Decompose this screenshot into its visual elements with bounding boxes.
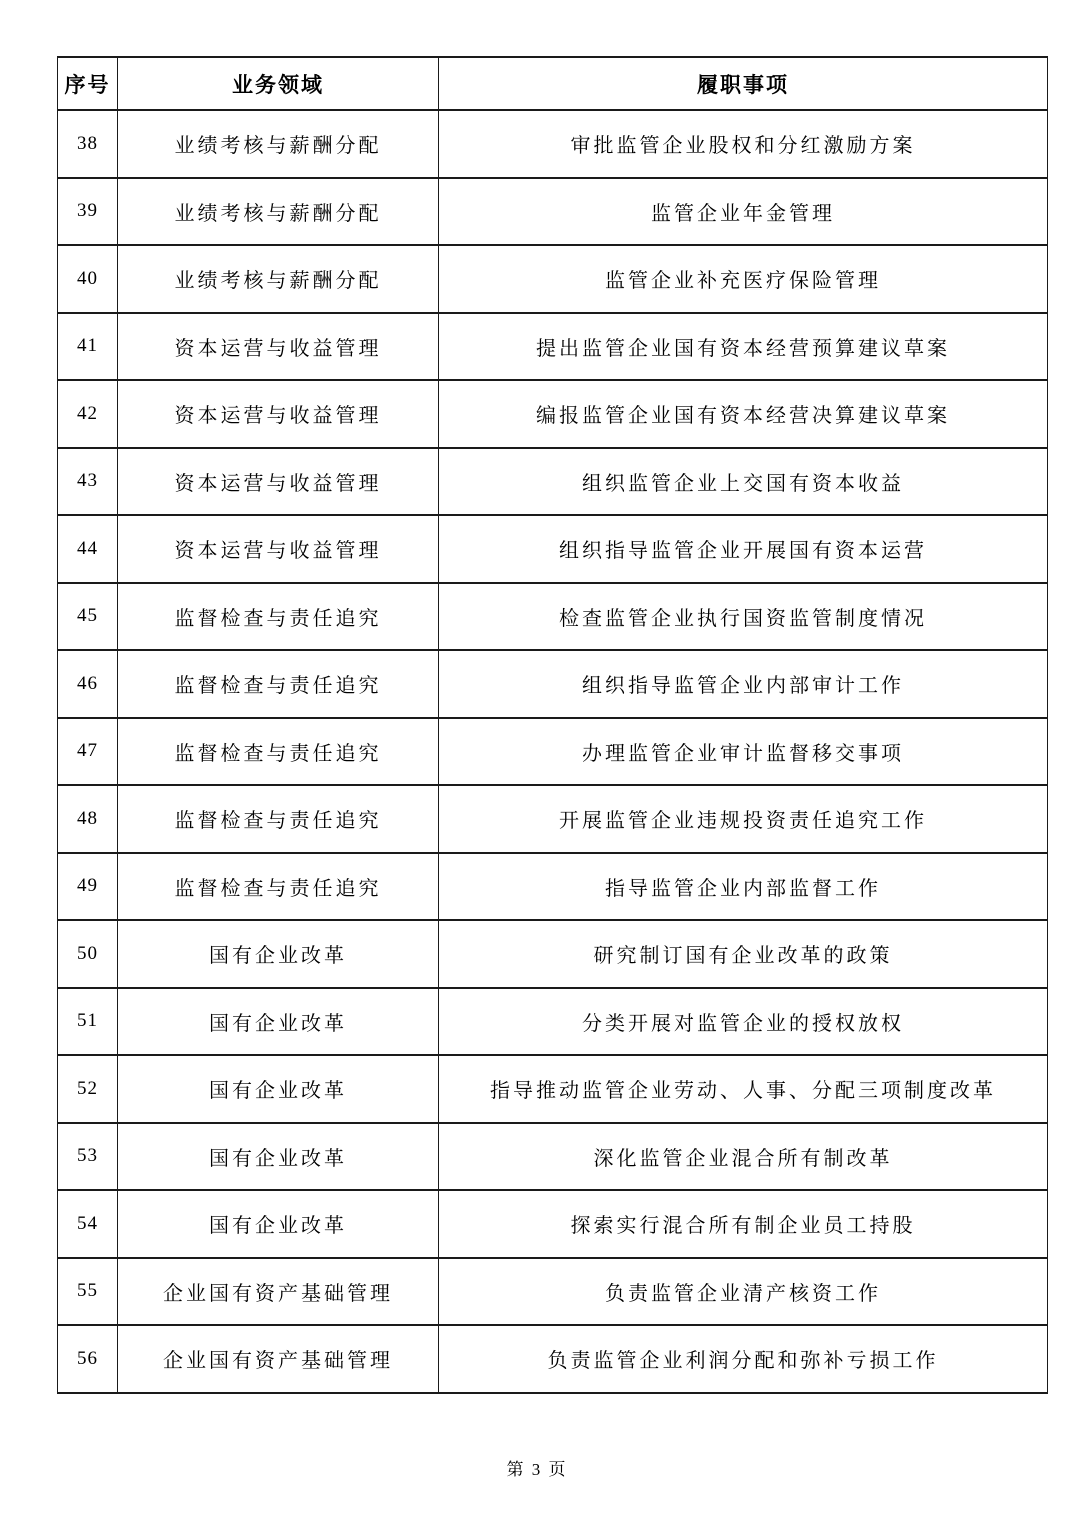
row-area-cell: 资本运营与收益管理 — [118, 313, 439, 381]
row-duty-cell: 指导推动监管企业劳动、人事、分配三项制度改革 — [439, 1055, 1048, 1123]
table-row — [58, 785, 1048, 853]
row-area-cell: 国有企业改革 — [118, 1123, 439, 1191]
row-duty-cell: 指导监管企业内部监督工作 — [439, 853, 1048, 921]
row-area-cell: 国有企业改革 — [118, 1055, 439, 1123]
row-area-cell: 资本运营与收益管理 — [118, 380, 439, 448]
table-row — [58, 988, 1048, 1056]
row-area-cell: 国有企业改革 — [118, 988, 439, 1056]
table-row — [58, 920, 1048, 988]
table-row — [58, 853, 1048, 921]
row-duty-cell: 监管企业补充医疗保险管理 — [439, 245, 1048, 313]
row-area-cell: 资本运营与收益管理 — [118, 515, 439, 583]
row-index-cell: 40 — [58, 245, 118, 313]
col-header-area: 业务领域 — [118, 57, 439, 110]
row-index-cell: 55 — [58, 1258, 118, 1326]
row-area-cell: 资本运营与收益管理 — [118, 448, 439, 516]
row-index-cell: 54 — [58, 1190, 118, 1258]
row-duty-cell: 组织指导监管企业内部审计工作 — [439, 650, 1048, 718]
row-area-cell: 监督检查与责任追究 — [118, 650, 439, 718]
row-duty-cell: 负责监管企业清产核资工作 — [439, 1258, 1048, 1326]
row-index-cell: 56 — [58, 1325, 118, 1393]
row-index-cell: 41 — [58, 313, 118, 381]
table-row — [58, 583, 1048, 651]
col-header-index: 序号 — [58, 57, 118, 110]
row-duty-cell: 组织指导监管企业开展国有资本运营 — [439, 515, 1048, 583]
row-duty-cell: 编报监管企业国有资本经营决算建议草案 — [439, 380, 1048, 448]
row-index-cell: 52 — [58, 1055, 118, 1123]
row-duty-cell: 探索实行混合所有制企业员工持股 — [439, 1190, 1048, 1258]
row-duty-cell: 提出监管企业国有资本经营预算建议草案 — [439, 313, 1048, 381]
page-number: 第 3 页 — [506, 1460, 568, 1479]
row-index-cell: 45 — [58, 583, 118, 651]
row-area-cell: 监督检查与责任追究 — [118, 718, 439, 786]
table-row — [58, 178, 1048, 246]
table-row — [58, 110, 1048, 178]
row-duty-cell: 审批监管企业股权和分红激励方案 — [439, 110, 1048, 178]
row-duty-cell: 分类开展对监管企业的授权放权 — [439, 988, 1048, 1056]
row-area-cell: 监督检查与责任追究 — [118, 583, 439, 651]
row-area-cell: 国有企业改革 — [118, 920, 439, 988]
row-duty-cell: 组织监管企业上交国有资本收益 — [439, 448, 1048, 516]
row-area-cell: 企业国有资产基础管理 — [118, 1325, 439, 1393]
row-index-cell: 47 — [58, 718, 118, 786]
row-duty-cell: 办理监管企业审计监督移交事项 — [439, 718, 1048, 786]
table-row — [58, 1325, 1048, 1393]
row-index-cell: 53 — [58, 1123, 118, 1191]
table-row — [58, 1258, 1048, 1326]
row-index-cell: 38 — [58, 110, 118, 178]
row-index-cell: 44 — [58, 515, 118, 583]
table-row — [58, 650, 1048, 718]
col-header-duty: 履职事项 — [439, 57, 1048, 110]
row-duty-cell: 研究制订国有企业改革的政策 — [439, 920, 1048, 988]
row-area-cell: 业绩考核与薪酬分配 — [118, 178, 439, 246]
row-duty-cell: 开展监管企业违规投资责任追究工作 — [439, 785, 1048, 853]
table-row — [58, 380, 1048, 448]
row-duty-cell: 负责监管企业利润分配和弥补亏损工作 — [439, 1325, 1048, 1393]
row-index-cell: 51 — [58, 988, 118, 1056]
table-row — [58, 245, 1048, 313]
row-area-cell: 监督检查与责任追究 — [118, 853, 439, 921]
table-row — [58, 313, 1048, 381]
row-area-cell: 企业国有资产基础管理 — [118, 1258, 439, 1326]
row-index-cell: 39 — [58, 178, 118, 246]
table-row — [58, 1190, 1048, 1258]
row-duty-cell: 监管企业年金管理 — [439, 178, 1048, 246]
row-duty-cell: 深化监管企业混合所有制改革 — [439, 1123, 1048, 1191]
row-area-cell: 业绩考核与薪酬分配 — [118, 110, 439, 178]
row-index-cell: 48 — [58, 785, 118, 853]
row-area-cell: 监督检查与责任追究 — [118, 785, 439, 853]
row-index-cell: 50 — [58, 920, 118, 988]
row-area-cell: 业绩考核与薪酬分配 — [118, 245, 439, 313]
row-index-cell: 46 — [58, 650, 118, 718]
duty-table — [57, 56, 1048, 1394]
table-body — [58, 110, 1048, 1393]
row-index-cell: 42 — [58, 380, 118, 448]
table-row — [58, 718, 1048, 786]
table-row — [58, 515, 1048, 583]
header-row — [58, 57, 1048, 110]
row-index-cell: 43 — [58, 448, 118, 516]
table-row — [58, 448, 1048, 516]
table-row — [58, 1055, 1048, 1123]
row-index-cell: 49 — [58, 853, 118, 921]
row-duty-cell: 检查监管企业执行国资监管制度情况 — [439, 583, 1048, 651]
row-area-cell: 国有企业改革 — [118, 1190, 439, 1258]
table-row — [58, 1123, 1048, 1191]
